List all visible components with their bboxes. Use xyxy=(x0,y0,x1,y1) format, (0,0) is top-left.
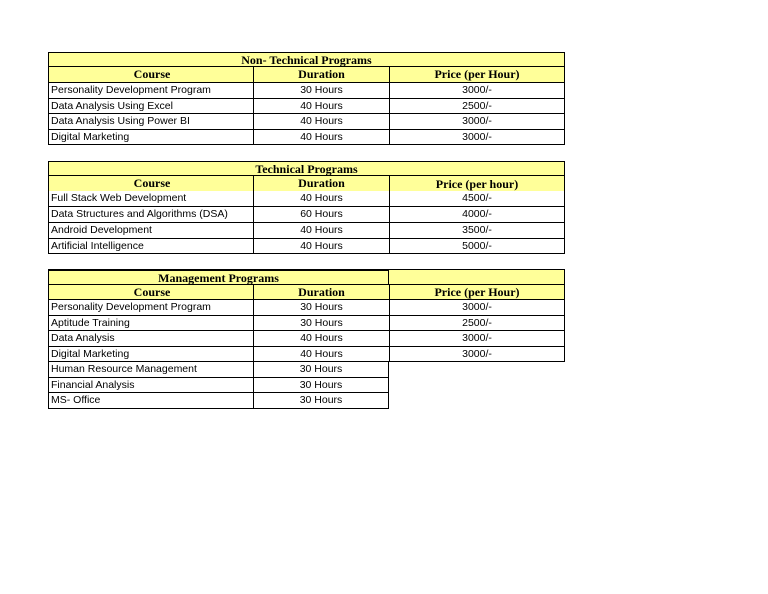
duration-cell: 30 Hours xyxy=(253,300,389,316)
duration-cell: 40 Hours xyxy=(253,99,389,115)
course-header: Course xyxy=(48,285,253,300)
price-cell: 2500/- xyxy=(389,316,565,332)
duration-cell: 40 Hours xyxy=(253,239,389,255)
duration-header: Duration xyxy=(253,67,389,83)
price-header: Price (per Hour) xyxy=(389,285,565,300)
duration-cell: 40 Hours xyxy=(253,191,389,207)
course-cell: Data Analysis xyxy=(48,331,253,347)
price-cell: 2500/- xyxy=(389,99,565,115)
table-title: Non- Technical Programs xyxy=(48,52,565,67)
duration-cell: 40 Hours xyxy=(253,223,389,239)
course-cell: MS- Office xyxy=(48,393,253,409)
duration-header: Duration xyxy=(253,285,389,300)
course-cell: Artificial Intelligence xyxy=(48,239,253,255)
price-cell: 3500/- xyxy=(389,223,565,239)
duration-cell: 40 Hours xyxy=(253,347,389,363)
table-title: Management Programs xyxy=(48,269,389,285)
course-cell: Full Stack Web Development xyxy=(48,191,253,207)
course-cell: Aptitude Training xyxy=(48,316,253,332)
price-cell: 3000/- xyxy=(389,83,565,99)
duration-cell: 40 Hours xyxy=(253,331,389,347)
price-cell: 3000/- xyxy=(389,331,565,347)
price-cell: 3000/- xyxy=(389,300,565,316)
duration-cell: 40 Hours xyxy=(253,130,389,146)
duration-cell: 30 Hours xyxy=(253,362,389,378)
price-header: Price (per hour) xyxy=(389,176,565,191)
duration-cell: 30 Hours xyxy=(253,316,389,332)
price-cell: 4000/- xyxy=(389,207,565,223)
course-cell: Personality Development Program xyxy=(48,83,253,99)
duration-cell: 60 Hours xyxy=(253,207,389,223)
duration-header: Duration xyxy=(253,176,389,191)
course-cell: Digital Marketing xyxy=(48,347,253,363)
price-cell: 5000/- xyxy=(389,239,565,255)
course-cell: Data Analysis Using Power BI xyxy=(48,114,253,130)
duration-cell: 30 Hours xyxy=(253,393,389,409)
course-cell: Android Development xyxy=(48,223,253,239)
duration-cell: 30 Hours xyxy=(253,378,389,394)
price-cell: 3000/- xyxy=(389,347,565,363)
duration-cell: 40 Hours xyxy=(253,114,389,130)
course-cell: Digital Marketing xyxy=(48,130,253,146)
course-header: Course xyxy=(48,176,253,191)
price-header: Price (per Hour) xyxy=(389,67,565,83)
course-cell: Human Resource Management xyxy=(48,362,253,378)
course-header: Course xyxy=(48,67,253,83)
course-cell: Data Analysis Using Excel xyxy=(48,99,253,115)
price-cell: 3000/- xyxy=(389,114,565,130)
duration-cell: 30 Hours xyxy=(253,83,389,99)
table-title: Technical Programs xyxy=(48,161,565,176)
course-cell: Personality Development Program xyxy=(48,300,253,316)
course-cell: Financial Analysis xyxy=(48,378,253,394)
price-cell: 4500/- xyxy=(389,191,565,207)
title-row-blank-cell xyxy=(389,269,565,285)
course-cell: Data Structures and Algorithms (DSA) xyxy=(48,207,253,223)
price-cell: 3000/- xyxy=(389,130,565,146)
